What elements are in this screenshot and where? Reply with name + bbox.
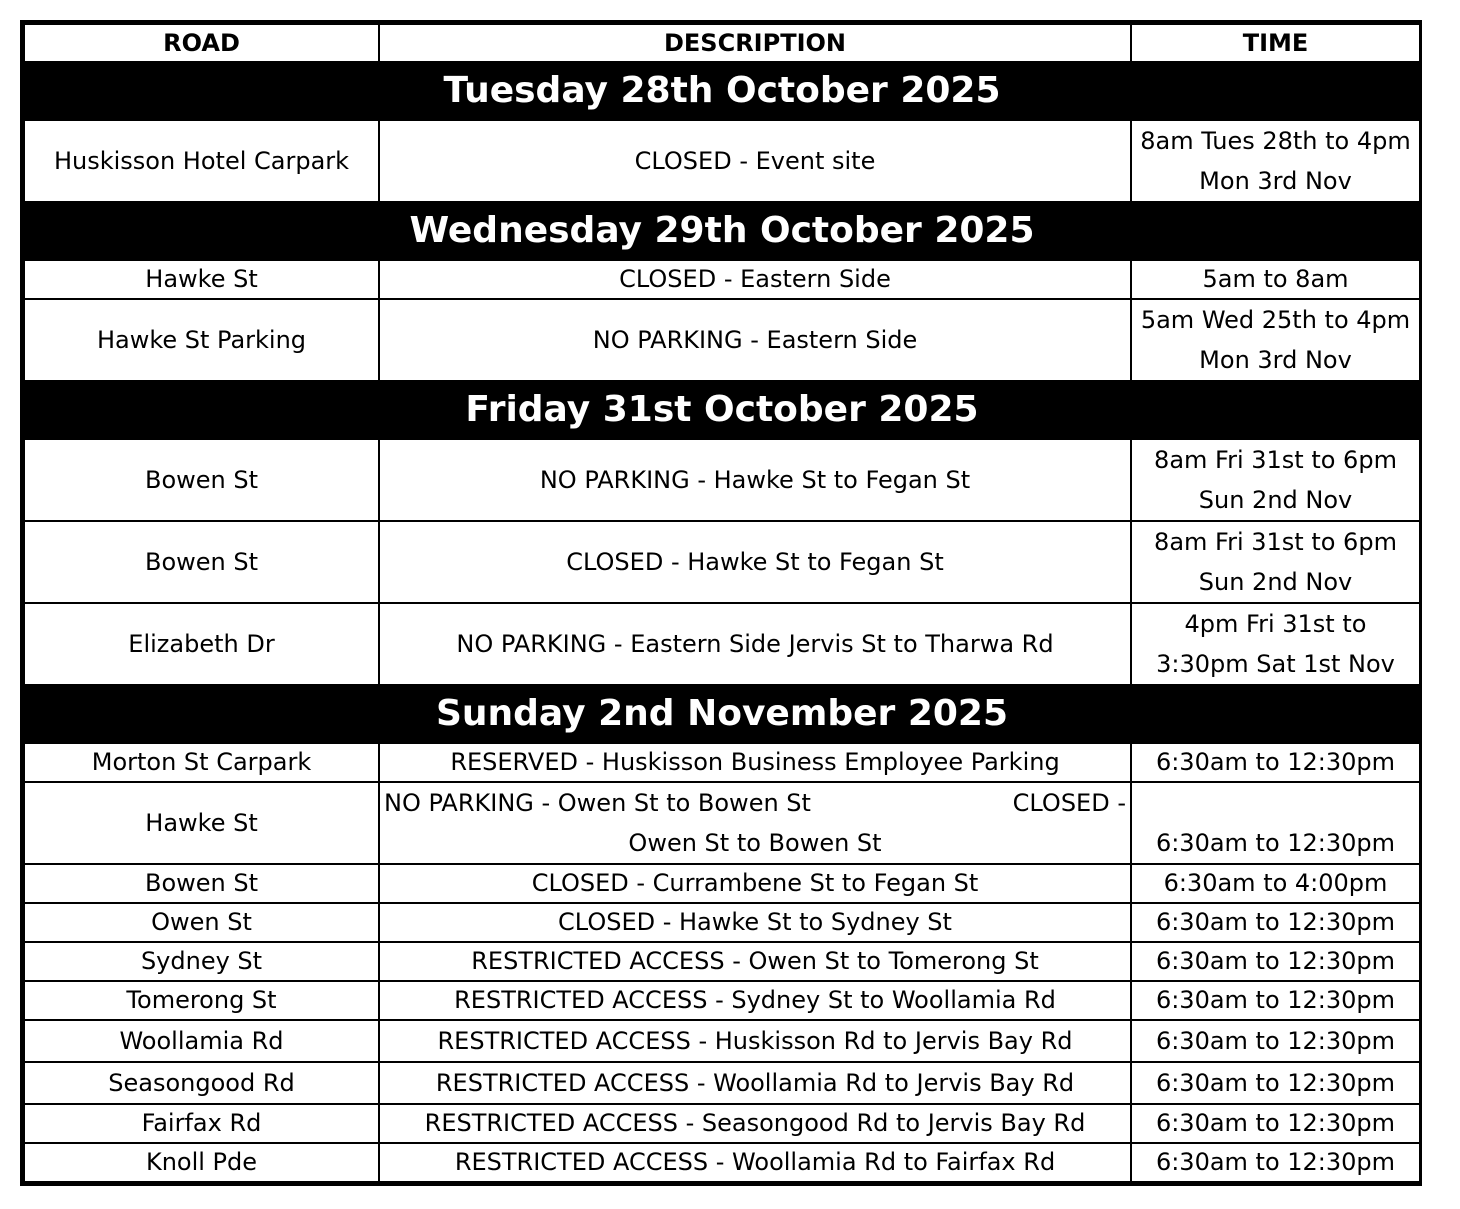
table-row [24, 981, 1420, 1020]
table-row [24, 942, 1420, 981]
table-row [24, 1143, 1420, 1182]
time-cell: 6:30am to 12:30pm [1131, 782, 1420, 864]
description-cell: RESTRICTED ACCESS - Sydney St to Woollamia Rd [379, 981, 1131, 1020]
time-cell: 8am Tues 28th to 4pm Mon 3rd Nov [1131, 120, 1420, 202]
table-row [24, 743, 1420, 782]
road-cell: Hawke St Parking [24, 299, 379, 381]
description-part-3: Owen St to Bowen St [628, 829, 882, 857]
day-heading-row [24, 202, 1420, 260]
table-row [24, 260, 1420, 299]
description-cell: NO PARKING - Eastern Side [379, 299, 1131, 381]
description-cell: CLOSED - Hawke St to Sydney St [379, 903, 1131, 942]
description-cell: CLOSED - Event site [379, 120, 1131, 202]
time-cell: 5am to 8am [1131, 260, 1420, 299]
description-cell: RESTRICTED ACCESS - Seasongood Rd to Jervis Bay Rd [379, 1104, 1131, 1143]
time-cell: 8am Fri 31st to 6pm Sun 2nd Nov [1131, 521, 1420, 603]
description-cell: RESTRICTED ACCESS - Huskisson Rd to Jervis Bay Rd [379, 1020, 1131, 1062]
day-heading-row [24, 685, 1420, 743]
time-cell: 6:30am to 12:30pm [1131, 1020, 1420, 1062]
description-part-1: NO PARKING - Owen St to Bowen St [384, 789, 811, 817]
description-cell: RESTRICTED ACCESS - Woollamia Rd to Jervis Bay Rd [379, 1062, 1131, 1104]
description-cell: CLOSED - Hawke St to Fegan St [379, 521, 1131, 603]
description-cell: RESERVED - Huskisson Business Employee Parking [379, 743, 1131, 782]
road-cell: Owen St [24, 903, 379, 942]
table-row [24, 903, 1420, 942]
road-cell: Hawke St [24, 260, 379, 299]
time-cell: 6:30am to 12:30pm [1131, 981, 1420, 1020]
description-cell: RESTRICTED ACCESS - Woollamia Rd to Fairfax Rd [379, 1143, 1131, 1182]
road-closures-table [23, 23, 1421, 1183]
time-cell: 6:30am to 12:30pm [1131, 1104, 1420, 1143]
day-heading-row [24, 381, 1420, 439]
table-row [24, 1020, 1420, 1062]
header-time: TIME [1131, 24, 1420, 62]
day-heading: Tuesday 28th October 2025 [24, 62, 1420, 120]
description-split [384, 783, 1126, 863]
time-cell: 4pm Fri 31st to 3:30pm Sat 1st Nov [1131, 603, 1420, 685]
road-cell: Hawke St [24, 782, 379, 864]
description-cell: NO PARKING - Eastern Side Jervis St to Tharwa Rd [379, 603, 1131, 685]
road-cell: Bowen St [24, 439, 379, 521]
time-cell: 6:30am to 12:30pm [1131, 903, 1420, 942]
table-row [24, 864, 1420, 903]
table-row [24, 1062, 1420, 1104]
table-row [24, 439, 1420, 521]
road-cell: Bowen St [24, 864, 379, 903]
road-cell: Fairfax Rd [24, 1104, 379, 1143]
description-part-2: CLOSED - [1012, 789, 1126, 817]
road-cell: Tomerong St [24, 981, 379, 1020]
day-heading-row [24, 62, 1420, 120]
table-row [24, 120, 1420, 202]
time-cell: 6:30am to 12:30pm [1131, 942, 1420, 981]
road-cell: Sydney St [24, 942, 379, 981]
time-cell: 8am Fri 31st to 6pm Sun 2nd Nov [1131, 439, 1420, 521]
day-heading: Friday 31st October 2025 [24, 381, 1420, 439]
description-first-line [384, 783, 1126, 823]
day-heading: Wednesday 29th October 2025 [24, 202, 1420, 260]
road-cell: Knoll Pde [24, 1143, 379, 1182]
road-closures-table-frame [20, 20, 1422, 1186]
description-cell: CLOSED - Eastern Side [379, 260, 1131, 299]
header-row [24, 24, 1420, 62]
time-cell: 6:30am to 12:30pm [1131, 1143, 1420, 1182]
road-cell: Huskisson Hotel Carpark [24, 120, 379, 202]
description-cell: RESTRICTED ACCESS - Owen St to Tomerong St [379, 942, 1131, 981]
description-cell [379, 782, 1131, 864]
time-cell: 6:30am to 4:00pm [1131, 864, 1420, 903]
road-cell: Woollamia Rd [24, 1020, 379, 1062]
table-row [24, 299, 1420, 381]
road-cell: Bowen St [24, 521, 379, 603]
header-description: DESCRIPTION [379, 24, 1131, 62]
header-road: ROAD [24, 24, 379, 62]
table-row [24, 782, 1420, 864]
table-row [24, 521, 1420, 603]
time-cell: 6:30am to 12:30pm [1131, 1062, 1420, 1104]
table-row [24, 1104, 1420, 1143]
day-heading: Sunday 2nd November 2025 [24, 685, 1420, 743]
description-cell: NO PARKING - Hawke St to Fegan St [379, 439, 1131, 521]
road-cell: Seasongood Rd [24, 1062, 379, 1104]
table-row [24, 603, 1420, 685]
description-cell: CLOSED - Currambene St to Fegan St [379, 864, 1131, 903]
road-cell: Elizabeth Dr [24, 603, 379, 685]
time-cell: 5am Wed 25th to 4pm Mon 3rd Nov [1131, 299, 1420, 381]
time-cell: 6:30am to 12:30pm [1131, 743, 1420, 782]
road-cell: Morton St Carpark [24, 743, 379, 782]
